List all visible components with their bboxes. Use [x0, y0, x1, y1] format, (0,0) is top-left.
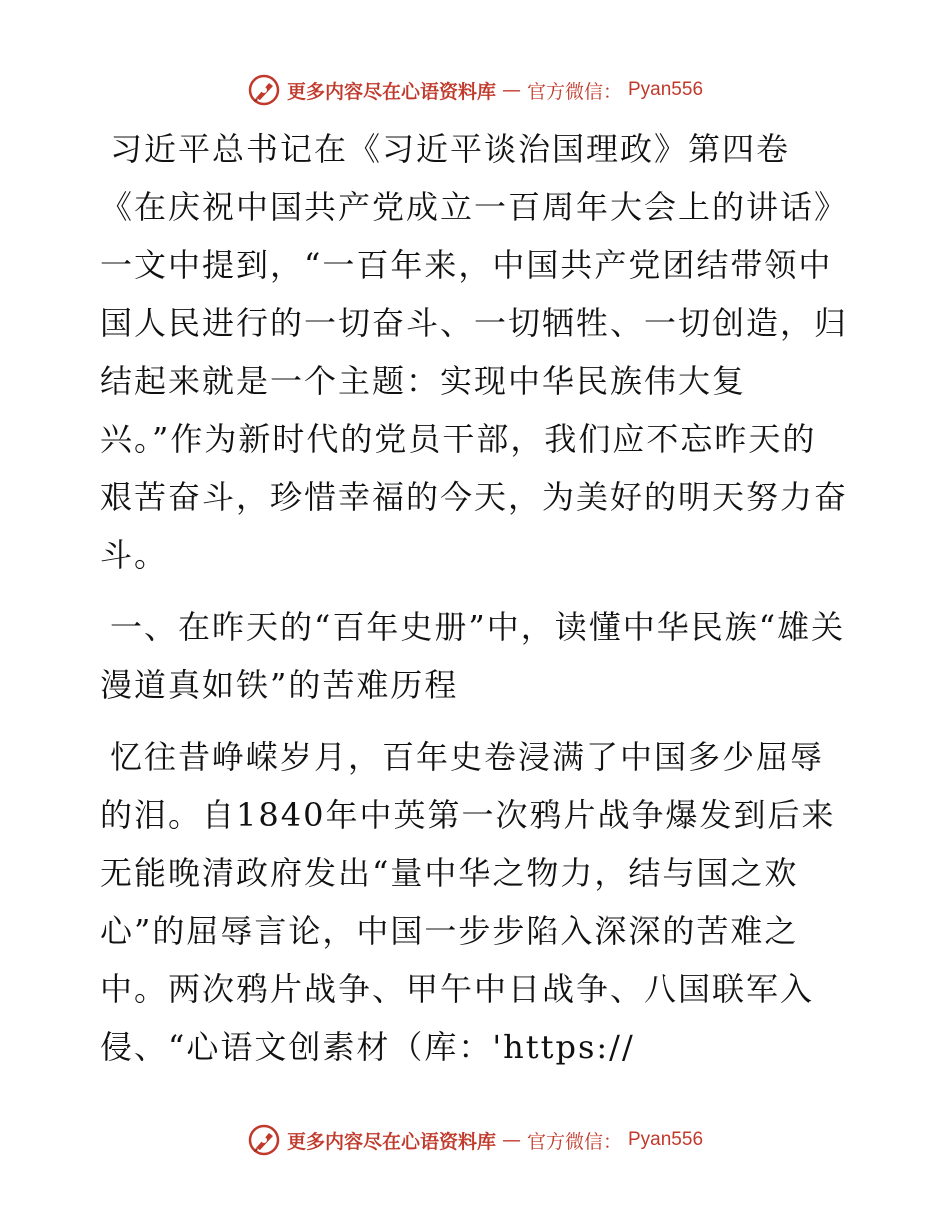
banner-wechat-id: Pyan556: [628, 79, 704, 100]
intro-paragraph: 习近平总书记在《习近平谈治国理政》第四卷《在庆祝中国共产党成立一百周年大会上的讲话》一文中提到，“一百年来，中国共产党团结带领中国人民进行的一切奋斗、一切牺牲、一切创造，归结起来就是一个主题：实现中华民族伟大复兴。”作为新时代的党员干部，我们应不忘昨天的艰苦奋斗，珍惜幸福的今天，为美好的明天努力奋斗。: [100, 130, 849, 574]
banner-official-label: 官方微信：: [526, 80, 622, 103]
header-watermark-banner: [0, 70, 950, 110]
banner-brand-text: 更多内容尽在心语资料库: [286, 1130, 496, 1153]
banner-dash: —: [501, 1129, 521, 1151]
banner-wechat-id: Pyan556: [628, 1129, 704, 1150]
banner-dash: —: [501, 79, 521, 101]
body-paragraph: 忆往昔峥嵘岁月，百年史卷浸满了中国多少屈辱的泪。自1840年中英第一次鸦片战争爆发到后来无能晚清政府发出“量中华之物力，结与国之欢心”的屈辱言论，中国一步步陷入深深的苦难之中。两次鸦片战争、甲午中日战争、八国联军入侵、“心语文创素材（库：'https://: [100, 738, 836, 1066]
footer-watermark-banner: [0, 1120, 950, 1160]
document-body: [100, 120, 850, 1076]
pen-logo-icon: [247, 1123, 281, 1157]
section-heading: 一、在昨天的“百年史册”中，读懂中华民族“雄关漫道真如铁”的苦难历程: [100, 608, 846, 704]
pen-logo-icon: [247, 73, 281, 107]
banner-brand-text: 更多内容尽在心语资料库: [286, 80, 496, 103]
banner-official-label: 官方微信：: [526, 1130, 622, 1153]
